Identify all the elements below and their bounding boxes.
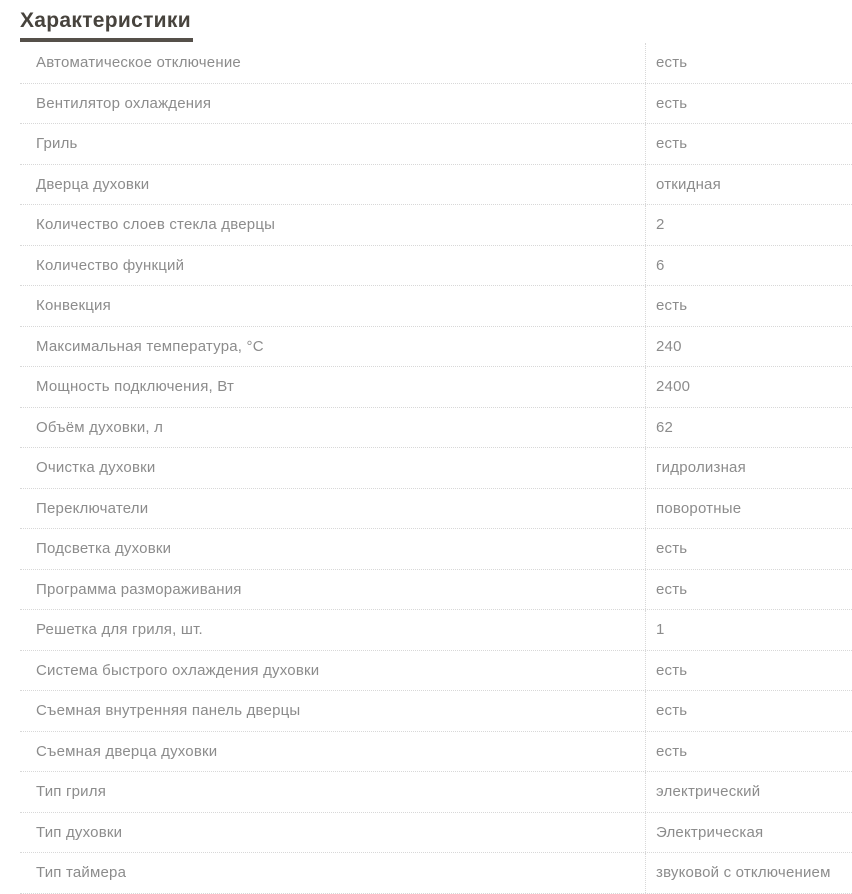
- spec-row: [20, 489, 852, 530]
- spec-value: есть: [645, 84, 852, 124]
- spec-label: Максимальная температура, °C: [36, 337, 264, 355]
- spec-row: [20, 84, 852, 125]
- spec-row: [20, 246, 852, 287]
- spec-value: есть: [645, 691, 852, 731]
- spec-label: Подсветка духовки: [36, 540, 172, 558]
- specifications-section: [20, 0, 852, 894]
- spec-row: [20, 367, 852, 408]
- spec-value: 1: [645, 610, 852, 650]
- spec-value: гидролизная: [645, 448, 852, 488]
- spec-row: [20, 205, 852, 246]
- spec-row: [20, 43, 852, 84]
- spec-label: Тип духовки: [36, 823, 123, 841]
- spec-value: электрический: [645, 772, 852, 812]
- spec-value: 2: [645, 205, 852, 245]
- spec-row: [20, 570, 852, 611]
- spec-value: 6: [645, 246, 852, 286]
- spec-row: [20, 165, 852, 206]
- spec-value: поворотные: [645, 489, 852, 529]
- spec-label: Гриль: [36, 135, 78, 153]
- spec-value: есть: [645, 43, 852, 83]
- spec-label: Объём духовки, л: [36, 418, 164, 436]
- spec-row: [20, 732, 852, 773]
- spec-value: есть: [645, 124, 852, 164]
- spec-table: [20, 43, 852, 894]
- spec-label: Очистка духовки: [36, 459, 156, 477]
- spec-row: [20, 448, 852, 489]
- spec-row: [20, 772, 852, 813]
- spec-label: Съемная внутренняя панель дверцы: [36, 702, 301, 720]
- spec-label: Система быстрого охлаждения духовки: [36, 661, 320, 679]
- spec-value: есть: [645, 570, 852, 610]
- spec-label: Вентилятор охлаждения: [36, 94, 212, 112]
- spec-row: [20, 651, 852, 692]
- spec-value: 62: [645, 408, 852, 448]
- spec-label: Количество слоев стекла дверцы: [36, 216, 276, 234]
- spec-row: [20, 853, 852, 894]
- spec-label: Съемная дверца духовки: [36, 742, 218, 760]
- spec-label: Дверца духовки: [36, 175, 150, 193]
- spec-label: Программа размораживания: [36, 580, 242, 598]
- spec-row: [20, 529, 852, 570]
- spec-label: Количество функций: [36, 256, 185, 274]
- spec-label: Тип таймера: [36, 864, 127, 882]
- spec-row: [20, 327, 852, 368]
- spec-row: [20, 124, 852, 165]
- spec-value: откидная: [645, 165, 852, 205]
- spec-label: Конвекция: [36, 297, 111, 315]
- spec-value: 2400: [645, 367, 852, 407]
- spec-label: Переключатели: [36, 499, 149, 517]
- spec-row: [20, 691, 852, 732]
- spec-row: [20, 813, 852, 854]
- spec-value: есть: [645, 651, 852, 691]
- spec-row: [20, 610, 852, 651]
- spec-label: Тип гриля: [36, 783, 107, 801]
- spec-value: 240: [645, 327, 852, 367]
- spec-label: Мощность подключения, Вт: [36, 378, 235, 396]
- spec-row: [20, 408, 852, 449]
- spec-row: [20, 286, 852, 327]
- spec-label: Решетка для гриля, шт.: [36, 621, 203, 639]
- spec-label: Автоматическое отключение: [36, 54, 241, 72]
- spec-value: есть: [645, 529, 852, 569]
- section-title: Характеристики: [20, 9, 193, 42]
- spec-value: звуковой с отключением: [645, 853, 852, 893]
- spec-value: Электрическая: [645, 813, 852, 853]
- spec-value: есть: [645, 732, 852, 772]
- spec-value: есть: [645, 286, 852, 326]
